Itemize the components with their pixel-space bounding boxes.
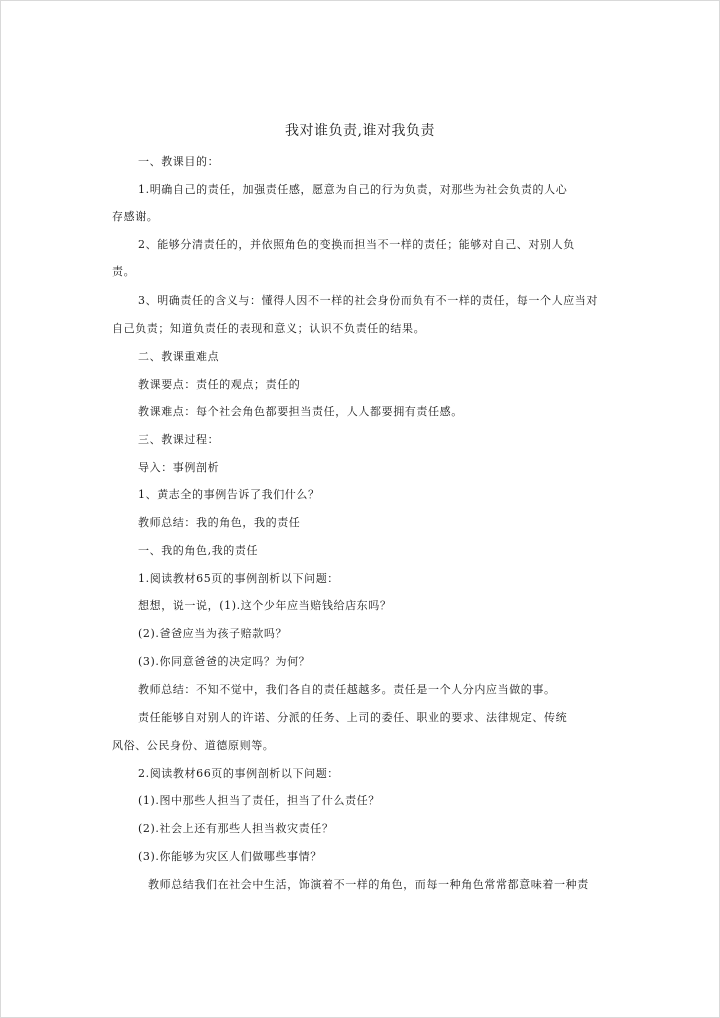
paragraph-line: 导入：事例剖析 bbox=[138, 461, 220, 474]
section-heading-process: 三、教课过程： bbox=[138, 433, 220, 446]
paragraph-line: 教师总结：我的角色，我的责任 bbox=[138, 516, 301, 529]
section-heading-key-points: 二、教课重难点 bbox=[138, 350, 220, 363]
paragraph-line: 教师总结我们在社会中生活，饰演着不一样的角色，而每一种角色常常都意味着一种责 bbox=[148, 878, 589, 891]
section-heading-role: 一、我的角色,我的责任 bbox=[138, 544, 259, 557]
document-title: 我对谁负责,谁对我负责 bbox=[285, 123, 435, 139]
paragraph-line: 1.明确自己的责任，加强责任感，愿意为自己的行为负责，对那些为社会负责的人心 bbox=[138, 183, 568, 196]
paragraph-line: (3).你能够为灾区人们做哪些事情？ bbox=[138, 850, 322, 863]
paragraph-line: 责。 bbox=[112, 265, 136, 278]
paragraph-line: 2.阅读教材66页的事例剖析以下问题： bbox=[138, 767, 339, 780]
paragraph-line: (1).图中那些人担当了责任，担当了什么责任？ bbox=[138, 794, 380, 807]
paragraph-line: 风俗、公民身份、道德原则等。 bbox=[112, 739, 275, 752]
paragraph-line: 教师总结：不知不觉中，我们各自的责任越越多。责任是一个人分内应当做的事。 bbox=[138, 683, 556, 696]
section-heading-objectives: 一、教课目的： bbox=[138, 155, 220, 168]
paragraph-line: 3、明确责任的含义与：懂得人因不一样的社会身份而负有不一样的责任，每一个人应当对 bbox=[138, 294, 598, 307]
paragraph-line: 自己负责；知道负责任的表现和意义；认识不负责任的结果。 bbox=[112, 322, 426, 335]
paragraph-line: 1.阅读教材65页的事例剖析以下问题： bbox=[138, 572, 339, 585]
paragraph-line: 存感谢。 bbox=[112, 210, 159, 223]
paragraph-line: 教课要点：责任的观点；责任的 bbox=[138, 378, 301, 391]
paragraph-line: (3).你同意爸爸的决定吗？为何？ bbox=[138, 655, 311, 668]
paragraph-line: (2).爸爸应当为孩子赔款吗？ bbox=[138, 627, 288, 640]
paragraph-line: 教课难点：每个社会角色都要担当责任，人人都要拥有责任感。 bbox=[138, 405, 463, 418]
paragraph-line: 责任能够自对别人的许诺、分派的任务、上司的委任、职业的要求、法律规定、传统 bbox=[138, 711, 568, 724]
paragraph-line: 想想，说一说，(1).这个少年应当赔钱给店东吗？ bbox=[138, 599, 392, 612]
paragraph-line: 2、能够分清责任的，并依照角色的变换而担当不一样的责任；能够对自己、对别人负 bbox=[138, 238, 575, 251]
paragraph-line: 1、黄志全的事例告诉了我们什么？ bbox=[138, 488, 320, 501]
paragraph-line: (2).社会上还有那些人担当救灾责任？ bbox=[138, 822, 334, 835]
